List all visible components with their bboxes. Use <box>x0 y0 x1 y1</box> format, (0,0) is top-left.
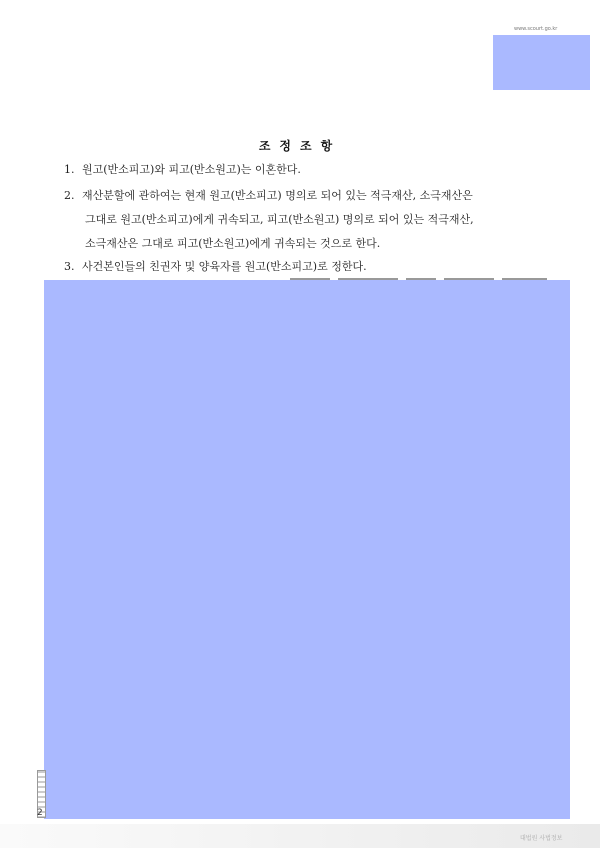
footer-mark: 대법원 사법정보 <box>520 835 563 842</box>
clause-1 <box>64 158 301 182</box>
bottom-band <box>0 824 600 848</box>
page-title: 조정조항 <box>258 139 342 153</box>
clause-text: 그대로 원고(반소피고)에게 귀속되고, 피고(반소원고) 명의로 되어 있는 적극재산, <box>85 213 474 226</box>
source-url: www.scourt.go.kr <box>514 26 558 32</box>
page-number: 2 <box>37 808 43 818</box>
clause-2-continued <box>85 232 380 256</box>
clause-2 <box>64 184 473 208</box>
clause-number: 2. <box>64 189 75 202</box>
clause-text: 재산분할에 관하여는 현재 원고(반소피고) 명의로 되어 있는 적극재산, 소극재산은 <box>82 189 473 202</box>
clause-text: 원고(반소피고)와 피고(반소원고)는 이혼한다. <box>82 163 301 176</box>
redaction-block-top <box>493 35 590 90</box>
clause-2-continued <box>85 208 474 232</box>
clause-number: 3. <box>64 260 75 273</box>
clause-number: 1. <box>64 163 75 176</box>
clause-text: 사건본인들의 친권자 및 양육자를 원고(반소피고)로 정한다. <box>82 260 367 273</box>
redaction-block-main <box>44 280 570 819</box>
cutoff-text-line <box>290 270 570 280</box>
clause-text: 소극재산은 그대로 피고(반소원고)에게 귀속되는 것으로 한다. <box>85 237 381 250</box>
